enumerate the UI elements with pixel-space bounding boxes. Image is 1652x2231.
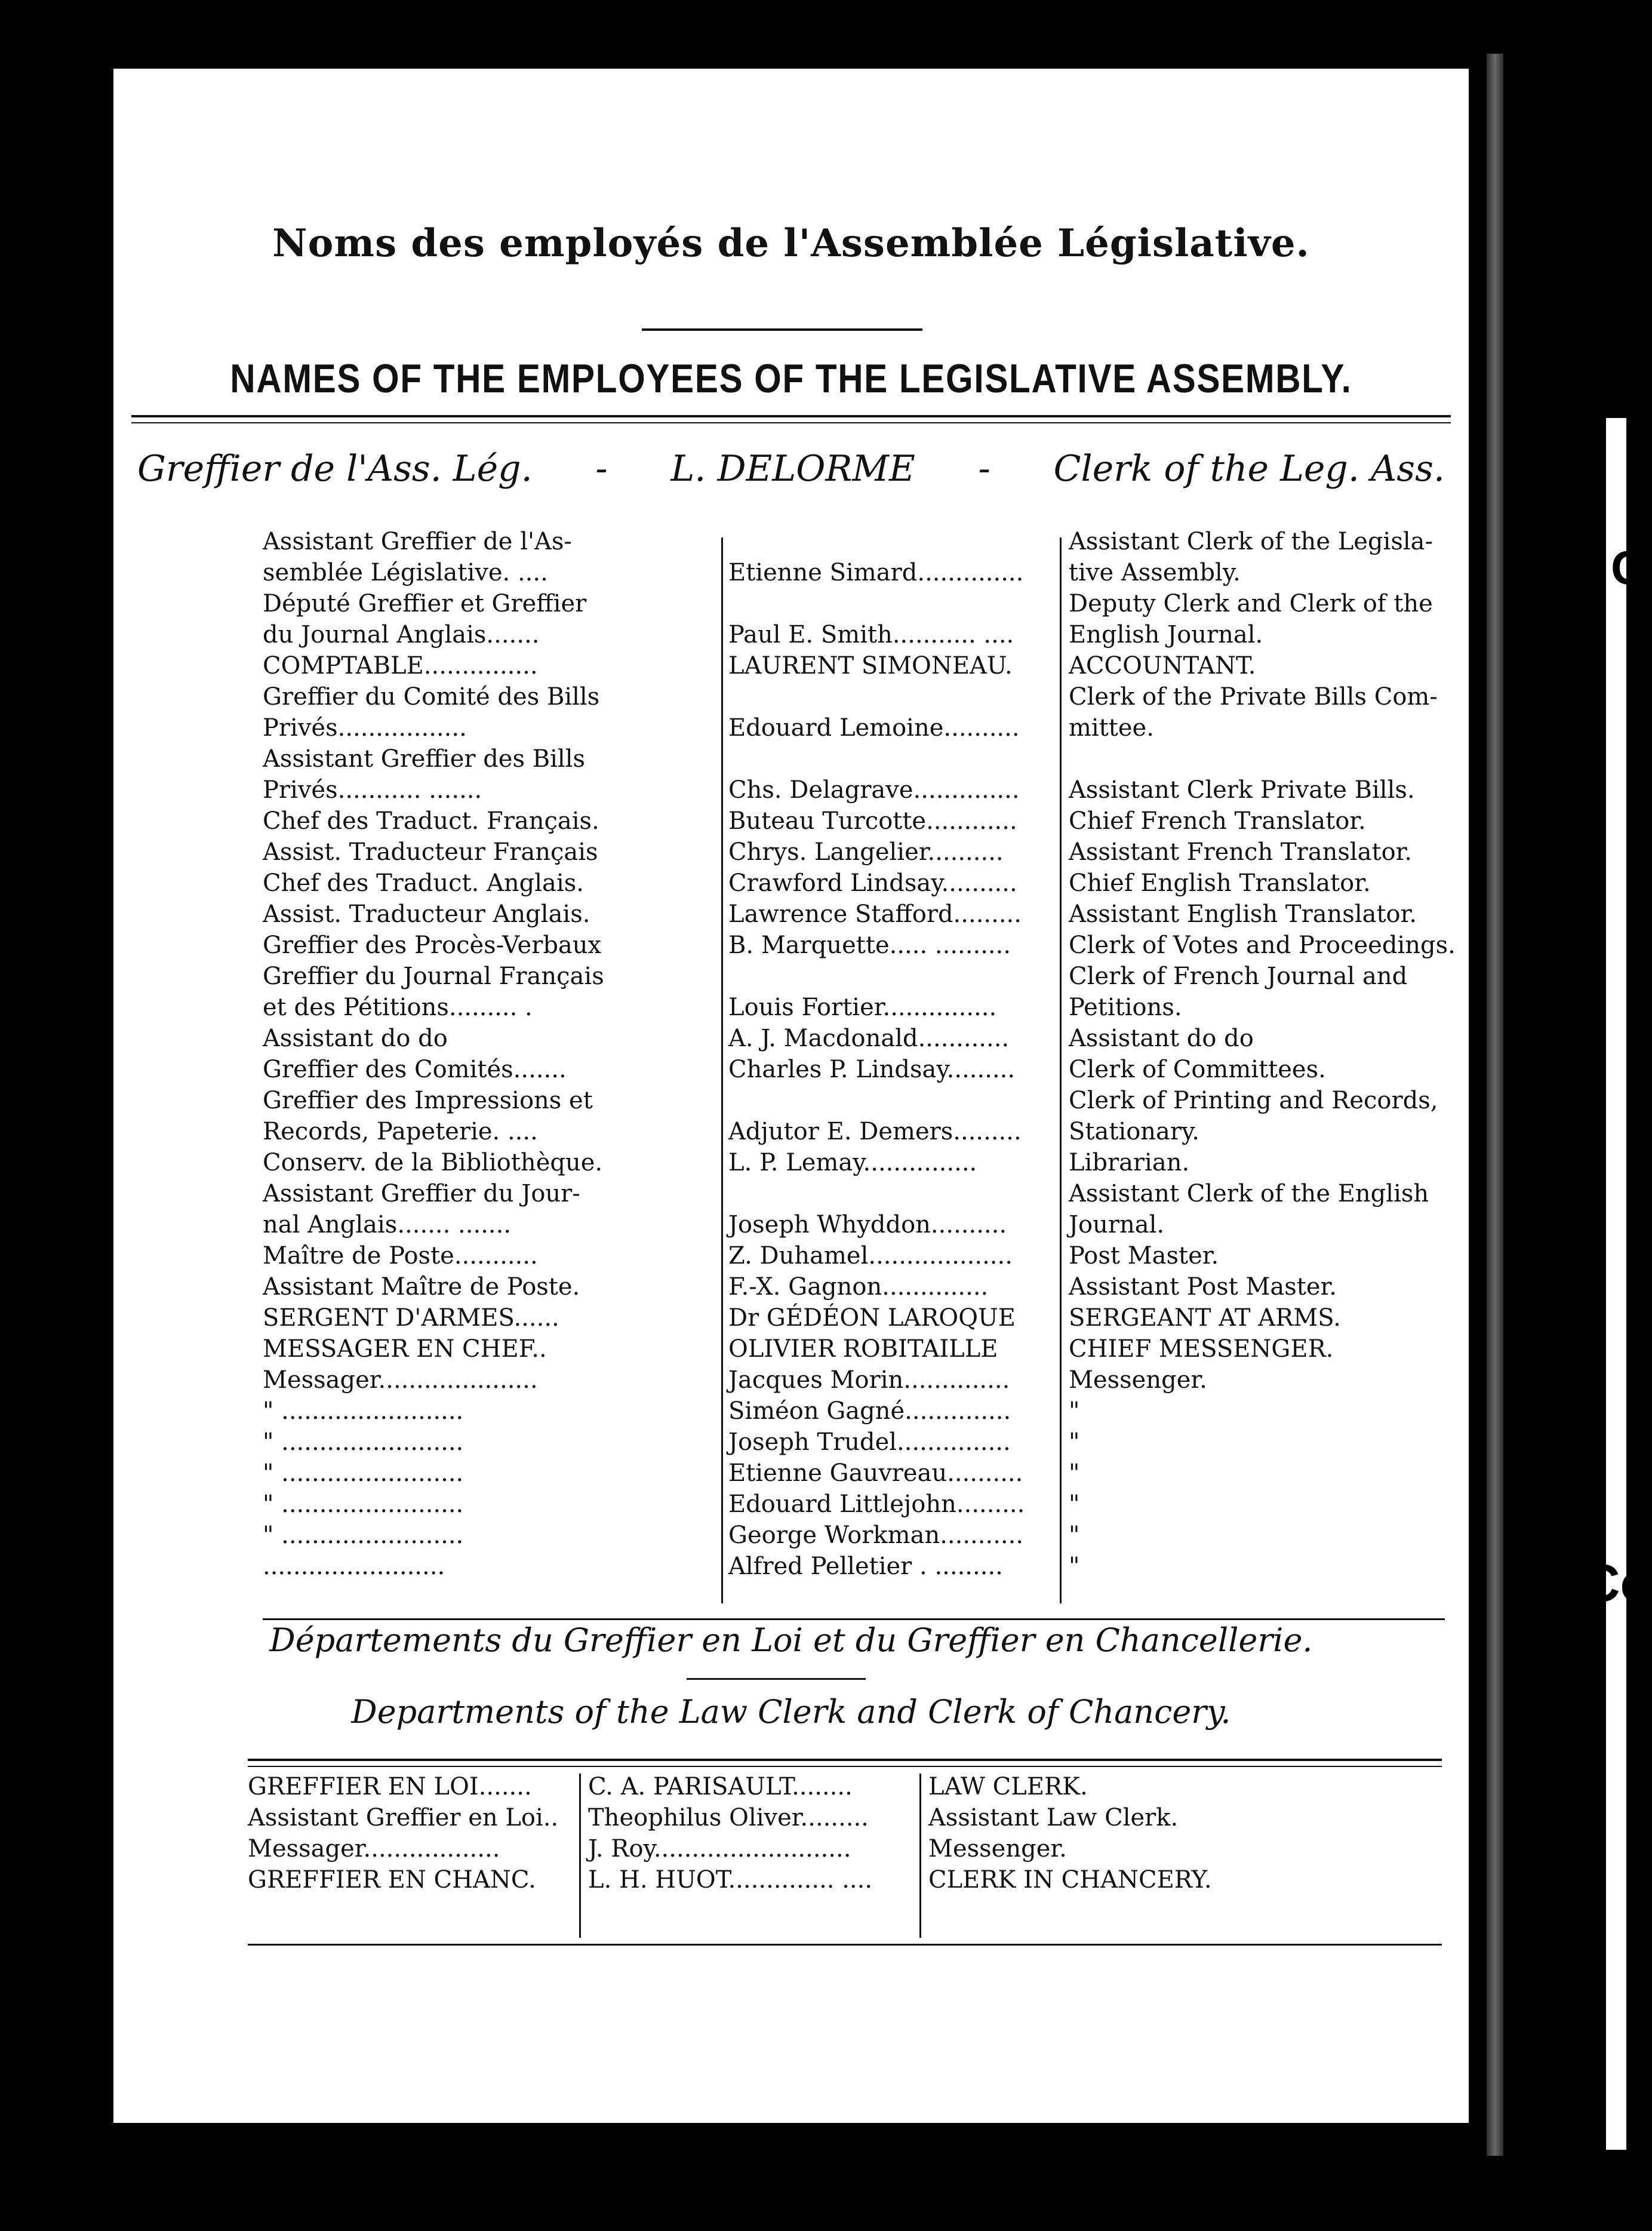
french-title-cell: nal Anglais....... ....... bbox=[263, 1211, 512, 1239]
french-title-cell: Greffier des Impressions et bbox=[263, 1087, 593, 1114]
french-title-cell: semblée Législative. .... bbox=[263, 559, 548, 586]
english-title-cell: Librarian. bbox=[1069, 1149, 1190, 1176]
section-title-french: Départements du Greffier en Loi et du Greffier en Chancellerie. bbox=[269, 1621, 1313, 1659]
english-title-cell: CLERK IN CHANCERY. bbox=[928, 1866, 1212, 1894]
french-title-cell: " ........................ bbox=[263, 1491, 464, 1518]
employee-name-cell: Paul E. Smith........... .... bbox=[728, 621, 1014, 649]
section-title-english: Departments of the Law Clerk and Clerk of Chancery. bbox=[351, 1693, 1231, 1731]
english-title-cell: Petitions. bbox=[1069, 994, 1182, 1021]
employee-name-cell: Etienne Simard.............. bbox=[728, 559, 1024, 586]
employee-name-cell: Adjutor E. Demers......... bbox=[728, 1118, 1022, 1145]
column-divider-1 bbox=[721, 537, 723, 1603]
french-title-cell: Messager..................... bbox=[263, 1366, 538, 1394]
french-title-cell: Assistant Greffier du Jour- bbox=[263, 1180, 580, 1207]
english-title-cell: Assistant Clerk Private Bills. bbox=[1069, 776, 1415, 804]
english-title-cell: Post Master. bbox=[1069, 1242, 1219, 1270]
document-page bbox=[113, 69, 1469, 2123]
english-title-cell: Assistant English Translator. bbox=[1069, 901, 1417, 928]
english-title-cell: Clerk of Printing and Records, bbox=[1069, 1087, 1438, 1114]
english-title-cell: Assistant Clerk of the Legisla- bbox=[1069, 528, 1433, 555]
french-title-cell: Records, Papeterie. .... bbox=[263, 1118, 538, 1145]
employee-name-cell: Dr GÉDÉON LAROQUE bbox=[728, 1304, 1016, 1332]
title-english: NAMES OF THE EMPLOYEES OF THE LEGISLATIVE ASSEMBLY. bbox=[230, 356, 1352, 401]
english-title-cell: " bbox=[1069, 1397, 1080, 1425]
english-title-cell: ACCOUNTANT. bbox=[1069, 652, 1256, 680]
clerk-title-english: Clerk of the Leg. Ass. bbox=[1053, 448, 1445, 490]
english-title-cell: Messenger. bbox=[1069, 1366, 1207, 1394]
employee-name-cell: B. Marquette..... .......... bbox=[728, 932, 1011, 959]
french-title-cell: " ........................ bbox=[263, 1428, 464, 1456]
employee-name-cell: Louis Fortier............... bbox=[728, 994, 997, 1021]
separator: - bbox=[595, 448, 608, 490]
french-title-cell: Maître de Poste........... bbox=[263, 1242, 538, 1270]
french-title-cell: Assistant do do bbox=[263, 1025, 448, 1052]
french-title-cell: Greffier du Journal Français bbox=[263, 963, 604, 990]
english-title-cell: Chief English Translator. bbox=[1069, 869, 1371, 897]
french-title-cell: Assistant Greffier des Bills bbox=[263, 745, 586, 773]
english-title-cell: LAW CLERK. bbox=[928, 1773, 1088, 1800]
french-title-cell: GREFFIER EN CHANC. bbox=[248, 1866, 536, 1894]
employee-name-cell: Lawrence Stafford......... bbox=[728, 901, 1022, 928]
french-title-cell: Assist. Traducteur Anglais. bbox=[263, 901, 590, 928]
french-title-cell: Privés................. bbox=[263, 714, 467, 742]
employee-name-cell: Alfred Pelletier . ......... bbox=[728, 1553, 1003, 1580]
english-title-cell: Deputy Clerk and Clerk of the bbox=[1069, 590, 1433, 617]
english-title-cell: " bbox=[1069, 1553, 1080, 1580]
employee-name-cell: C. A. PARISAULT........ bbox=[588, 1773, 853, 1800]
employee-name-cell: Edouard Lemoine.......... bbox=[728, 714, 1020, 742]
employee-name-cell: Chrys. Langelier.......... bbox=[728, 838, 1004, 866]
employee-name-cell: Buteau Turcotte............ bbox=[728, 807, 1017, 835]
french-title-cell: GREFFIER EN LOI....... bbox=[248, 1773, 532, 1800]
english-title-cell: mittee. bbox=[1069, 714, 1154, 742]
french-title-cell: ........................ bbox=[263, 1553, 445, 1580]
french-title-cell: Chef des Traduct. Anglais. bbox=[263, 869, 584, 897]
title-divider bbox=[642, 328, 922, 331]
english-title-cell: " bbox=[1069, 1491, 1080, 1518]
french-title-cell: Assist. Traducteur Français bbox=[263, 838, 598, 866]
english-title-cell: CHIEF MESSENGER. bbox=[1069, 1335, 1334, 1363]
english-title-cell: Assistant Post Master. bbox=[1069, 1273, 1337, 1301]
french-title-cell: COMPTABLE............... bbox=[263, 652, 538, 680]
employee-name-cell: Theophilus Oliver......... bbox=[588, 1804, 869, 1831]
employee-name-cell: Charles P. Lindsay......... bbox=[728, 1056, 1016, 1083]
french-title-cell: Greffier des Comités....... bbox=[263, 1056, 567, 1083]
employee-name-cell: LAURENT SIMONEAU. bbox=[728, 652, 1013, 680]
column-divider-2 bbox=[1060, 537, 1062, 1603]
edge-fragment-co: Co bbox=[1582, 1553, 1652, 1612]
employee-name-cell: Crawford Lindsay.......... bbox=[728, 869, 1017, 897]
french-title-cell: Assistant Greffier en Loi.. bbox=[248, 1804, 559, 1831]
employee-name-cell: L. P. Lemay............... bbox=[728, 1149, 977, 1176]
french-title-cell: Greffier du Comité des Bills bbox=[263, 683, 600, 711]
french-title-cell: Privés........... ....... bbox=[263, 776, 482, 804]
english-title-cell: SERGEANT AT ARMS. bbox=[1069, 1304, 1341, 1332]
table-bottom-rule bbox=[263, 1618, 1445, 1620]
french-title-cell: du Journal Anglais....... bbox=[263, 621, 540, 649]
double-rule-law-1 bbox=[248, 1759, 1442, 1761]
french-title-cell: Greffier des Procès-Verbaux bbox=[263, 932, 602, 959]
double-rule-top-2 bbox=[131, 422, 1451, 423]
double-rule-law-2 bbox=[248, 1766, 1442, 1767]
english-title-cell: Messenger. bbox=[928, 1835, 1067, 1863]
french-title-cell: Assistant Maître de Poste. bbox=[263, 1273, 580, 1301]
french-title-cell: " ........................ bbox=[263, 1522, 464, 1549]
law-column-divider-1 bbox=[579, 1774, 581, 1938]
english-title-cell: " bbox=[1069, 1522, 1080, 1549]
next-page-fragment bbox=[1606, 418, 1626, 2150]
employee-name-cell: Siméon Gagné.............. bbox=[728, 1397, 1011, 1425]
section-divider bbox=[687, 1678, 866, 1680]
french-title-cell: Député Greffier et Greffier bbox=[263, 590, 587, 617]
english-title-cell: " bbox=[1069, 1459, 1080, 1487]
french-title-cell: " ........................ bbox=[263, 1459, 464, 1487]
employee-name-cell: J. Roy.......................... bbox=[588, 1835, 851, 1863]
english-title-cell: Journal. bbox=[1069, 1211, 1165, 1239]
employee-name-cell: Chs. Delagrave.............. bbox=[728, 776, 1020, 804]
employee-name-cell: George Workman........... bbox=[728, 1522, 1024, 1549]
clerk-title-french: Greffier de l'Ass. Lég. bbox=[137, 448, 533, 490]
page-edge-shadow bbox=[1487, 54, 1503, 2156]
english-title-cell: Assistant do do bbox=[1069, 1025, 1254, 1052]
edge-fragment-c: C bbox=[1611, 541, 1645, 594]
employee-name-cell: Joseph Whyddon.......... bbox=[728, 1211, 1007, 1239]
employee-name-cell: Z. Duhamel................... bbox=[728, 1242, 1013, 1270]
english-title-cell: tive Assembly. bbox=[1069, 559, 1241, 586]
clerk-name: L. DELORME bbox=[670, 448, 915, 490]
employee-name-cell: L. H. HUOT.............. .... bbox=[588, 1866, 873, 1894]
employee-name-cell: Jacques Morin.............. bbox=[728, 1366, 1010, 1394]
employee-name-cell: OLIVIER ROBITAILLE bbox=[728, 1335, 998, 1363]
french-title-cell: Assistant Greffier de l'As- bbox=[263, 528, 572, 555]
employee-name-cell: Joseph Trudel............... bbox=[728, 1428, 1011, 1456]
french-title-cell: Chef des Traduct. Français. bbox=[263, 807, 599, 835]
english-title-cell: Assistant Law Clerk. bbox=[928, 1804, 1179, 1831]
clerk-of-assembly-line bbox=[137, 448, 1445, 490]
separator: - bbox=[978, 448, 990, 490]
employee-name-cell: A. J. Macdonald............ bbox=[728, 1025, 1010, 1052]
english-title-cell: Assistant French Translator. bbox=[1069, 838, 1413, 866]
english-title-cell: Clerk of Votes and Proceedings. bbox=[1069, 932, 1456, 959]
double-rule-top-1 bbox=[131, 415, 1451, 417]
french-title-cell: et des Pétitions......... . bbox=[263, 994, 533, 1021]
english-title-cell: Chief French Translator. bbox=[1069, 807, 1366, 835]
english-title-cell: " bbox=[1069, 1428, 1080, 1456]
english-title-cell: Clerk of the Private Bills Com- bbox=[1069, 683, 1438, 711]
employee-name-cell: F.-X. Gagnon.............. bbox=[728, 1273, 989, 1301]
law-bottom-rule bbox=[248, 1944, 1442, 1946]
english-title-cell: Stationary. bbox=[1069, 1118, 1200, 1145]
french-title-cell: Messager.................. bbox=[248, 1835, 500, 1863]
employee-name-cell: Edouard Littlejohn......... bbox=[728, 1491, 1025, 1518]
law-column-divider-2 bbox=[919, 1774, 921, 1938]
english-title-cell: Clerk of Committees. bbox=[1069, 1056, 1326, 1083]
english-title-cell: Clerk of French Journal and bbox=[1069, 963, 1408, 990]
french-title-cell: MESSAGER EN CHEF.. bbox=[263, 1335, 547, 1363]
french-title-cell: SERGENT D'ARMES...... bbox=[263, 1304, 559, 1332]
french-title-cell: " ........................ bbox=[263, 1397, 464, 1425]
english-title-cell: English Journal. bbox=[1069, 621, 1263, 649]
french-title-cell: Conserv. de la Bibliothèque. bbox=[263, 1149, 603, 1176]
title-french: Noms des employés de l'Assemblée Législative. bbox=[272, 221, 1310, 266]
employee-name-cell: Etienne Gauvreau.......... bbox=[728, 1459, 1023, 1487]
english-title-cell: Assistant Clerk of the English bbox=[1069, 1180, 1429, 1207]
